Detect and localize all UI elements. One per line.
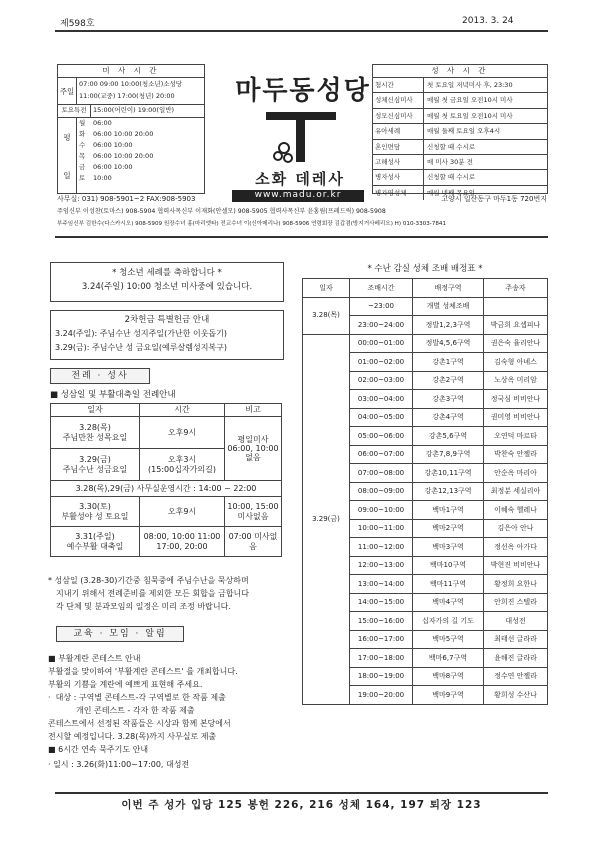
event-time: 오후9시 (140, 497, 225, 527)
issue-date: 2013. 3. 24 (462, 16, 514, 26)
event-row (51, 417, 282, 449)
event-name: 예수부활 대축일 (66, 541, 124, 551)
weekday-row (79, 151, 153, 162)
sunday-row (58, 78, 204, 105)
weekday-name: 금 (79, 163, 86, 171)
youth-notice-box (50, 262, 284, 302)
contest-line: 개인 콘테스트 - 각자 한 작품 제출 (48, 706, 195, 715)
event-time: 오후3시 (167, 455, 197, 465)
weekday-times-value: 06:00 10:00 (93, 163, 133, 171)
adoration-zone: 백마1구역 (413, 501, 484, 520)
cross-logo (262, 108, 342, 164)
sacrament-row (373, 170, 547, 185)
event-name: 주님수난 성금요일 (62, 464, 128, 474)
adoration-row (303, 334, 548, 353)
event-time-note: (15:00십자가의길) (148, 464, 216, 474)
special-offering-line2: 3.29(금): 주님수난 성 금요일(예루살렘성지복구) (55, 343, 227, 352)
adoration-row (303, 297, 548, 316)
sacrament-value: 신청할 때 수시로 (427, 173, 476, 182)
issue-number: 제598호 (60, 19, 95, 29)
sacrament-label: 성모신심미사 (373, 109, 424, 123)
adoration-leader: 박현진 비비안나 (484, 556, 548, 575)
adoration-time: 09:00~10:00 (350, 501, 413, 520)
adoration-time: 13:00~14:00 (350, 575, 413, 594)
footer-rule (55, 792, 548, 794)
adoration-leader: 황희성 수산나 (484, 686, 548, 705)
adoration-time: 01:00~02:00 (350, 353, 413, 372)
event-time: 08:00, 10:00 11:00 17:00, 20:00 (140, 527, 225, 557)
adoration-table (302, 278, 548, 705)
youth-notice-body: 3.24(주일) 10:00 청소년 미사중에 있습니다. (81, 282, 253, 292)
weekday-times (77, 118, 153, 194)
event-date: 3.31(주일) (75, 532, 115, 542)
adoration-time: 07:00~08:00 (350, 464, 413, 483)
adoration-time: 16:00~17:00 (350, 630, 413, 649)
adoration-time: 12:00~13:00 (350, 556, 413, 575)
contest-line: · 대상 : 구역별 콘테스트-각 구역별로 한 작품 제출 (48, 693, 226, 702)
saturday-label: 토요특전 (58, 105, 91, 117)
adoration-time: 23:00~24:00 (350, 316, 413, 335)
adoration-zone: 백마11구역 (413, 575, 484, 594)
adoration-zone: 백마6,7구역 (413, 649, 484, 668)
adoration-header-time: 조배시간 (350, 279, 413, 298)
weekday-row (79, 118, 153, 129)
events-header-date: 일자 (51, 404, 140, 417)
sacrament-row (373, 155, 547, 170)
adoration-zone: 강촌7,8,9구역 (413, 445, 484, 464)
hymn-footer: 이번 주 성가 입당 125 봉헌 226, 216 성체 164, 197 퇴장 123 (121, 799, 482, 811)
adoration-time: 17:00~18:00 (350, 649, 413, 668)
contact-block (57, 194, 547, 231)
weekday-name: 화 (79, 130, 86, 138)
adoration-leader: 오연덕 마르타 (484, 427, 548, 446)
sunday-line1: 07:00 09:00 10:00(청소년)소성당 (79, 80, 183, 88)
adoration-title: * 수난 감실 성체 조배 배정표 * (367, 264, 483, 274)
rosary-line: · 일시 : 3.26(화)11:00~17:00, 대성전 (48, 760, 190, 769)
adoration-leader: 윤해진 글라라 (484, 649, 548, 668)
weekday-label-1: 평 (63, 132, 71, 142)
adoration-zone: 백마8구역 (413, 667, 484, 686)
event-row (51, 527, 282, 557)
mass-times-title: 미 사 시 간 (58, 65, 204, 78)
saturday-row (58, 105, 204, 118)
adoration-leader: 김숙형 아녜스 (484, 353, 548, 372)
contest-lines (48, 665, 300, 743)
church-address: 고양시 일산동구 마두1동 720번지 (441, 195, 547, 203)
adoration-zone: 정발1,2,3구역 (413, 316, 484, 335)
office-phone: 사무실: 031) 908-5901~2 FAX:908-5903 (57, 195, 196, 203)
sacrament-times-title: 성 사 시 간 (373, 65, 547, 78)
adoration-time: 04:00~05:00 (350, 408, 413, 427)
church-subtitle: 소화 데레사 (255, 170, 345, 188)
sacrament-label: 유아세례 (373, 124, 424, 138)
silence-line1: * 성삼일 (3.28-30)기간중 침묵중에 주님수난을 묵상하며 (48, 576, 249, 585)
adoration-leader: 안희진 스텔라 (484, 593, 548, 612)
top-rule (55, 30, 548, 32)
weekday-times-value: 06:00 10:00 (93, 141, 133, 149)
event-name: 주님만찬 성목요일 (62, 432, 128, 442)
sacrament-row (373, 93, 547, 108)
adoration-zone: 강촌4구역 (413, 408, 484, 427)
adoration-leader: 황정희 요한나 (484, 575, 548, 594)
weekday-times-value: 06:00 10:00 20:00 (93, 152, 154, 160)
sacrament-rows (373, 78, 547, 200)
sacrament-label: 첨시간 (373, 78, 424, 92)
events-table (50, 403, 282, 557)
saturday-times: 15:00(어린이) 19:00(일반) (93, 106, 175, 114)
adoration-leader: 권미영 비비안나 (484, 408, 548, 427)
weekday-times-value: 06:00 10:00 20:00 (93, 130, 154, 138)
silence-line3: 각 단체 및 분과모임의 일정은 미리 조정 바랍니다. (56, 602, 231, 611)
adoration-leader: 정수연 안젤라 (484, 667, 548, 686)
adoration-zone: 강촌2구역 (413, 371, 484, 390)
adoration-time: 11:00~12:00 (350, 538, 413, 557)
adoration-leader: 정국심 비비안나 (484, 390, 548, 409)
sacrament-value: 매월 첫 토요일 오전10시 미사 (427, 111, 513, 120)
sacrament-times-box (372, 64, 548, 197)
adoration-time: 06:00~07:00 (350, 445, 413, 464)
contact-line3: 부주임신부 김한수(다스카시오) 908-5909 원장수녀 홍(마리엣타) 전교수녀 이(신아메리나) 908-5906 연령회장 김갑겸(방지거사베리오) H) 010-3303-7841 (57, 221, 447, 227)
adoration-zone: 백마10구역 (413, 556, 484, 575)
weekday-row (79, 129, 153, 140)
weekday-name: 목 (79, 152, 86, 160)
weekday-row (79, 162, 153, 173)
adoration-zone: 강촌12,13구역 (413, 482, 484, 501)
adoration-leader: 김은아 안나 (484, 519, 548, 538)
adoration-zone: 개별 성체조배 (413, 297, 484, 316)
adoration-leader: 권은숙 율리안나 (484, 334, 548, 353)
sacrament-label: 병자영성체 (373, 186, 424, 200)
youth-notice-title: * 청소년 세례를 축하합니다 * (112, 268, 222, 278)
sacrament-label: 성체신심미사 (373, 93, 424, 107)
adoration-time: 18:00~19:00 (350, 667, 413, 686)
sunday-times (77, 78, 182, 104)
office-hours: 3.28(목),29(금) 사무실운영시간 : 14:00 ~ 22:00 (51, 481, 282, 497)
sunday-line2: 11:00(교중) 17:00(청년) 20:00 (79, 92, 175, 100)
church-website[interactable]: www.madu.or.kr (232, 190, 364, 202)
adoration-time: 19:00~20:00 (350, 686, 413, 705)
easter-guide-title: ■ 성삼일 및 부활대축일 전례안내 (50, 390, 176, 400)
church-name: 마두동성당 (235, 76, 371, 106)
adoration-leader: 정선옥 아가다 (484, 538, 548, 557)
liturgy-heading: 전례 · 성사 (50, 368, 150, 384)
contact-line2: 주임신부 이성찬(토마스) 908-5904 협력사목신부 이재화(안셀모) 908-5905 협력사목신부 윤홍림(프레드릭) 908-5908 (57, 208, 386, 215)
special-offering-box (50, 310, 284, 360)
sacrament-value: 첫 토요일 저녁미사 후, 23:30 (427, 81, 513, 89)
sacrament-row (373, 78, 547, 93)
mass-times-box (57, 64, 205, 194)
adoration-zone: 강촌5,6구역 (413, 427, 484, 446)
adoration-header-date: 일자 (303, 279, 350, 298)
adoration-zone: 강촌3구역 (413, 390, 484, 409)
weekday-row (79, 140, 153, 151)
adoration-time: 14:00~15:00 (350, 593, 413, 612)
event-date: 3.30(토) (79, 502, 111, 512)
weekday-label-2: 일 (63, 170, 71, 180)
sacrament-value: 신청할 때 수시로 (427, 142, 476, 151)
event-time: 오후9시 (140, 417, 225, 449)
sunday-label: 주일 (58, 78, 77, 104)
sacrament-value: 매월 첫 금요일 오전10시 미사 (427, 96, 513, 105)
adoration-zone: 십자가의 길 기도 (413, 612, 484, 631)
adoration-time: ~23:00 (350, 297, 413, 316)
events-header-note: 비고 (225, 404, 282, 417)
weekday-times-value: 10:00 (93, 174, 112, 182)
adoration-leader: 노상옥 미리암 (484, 371, 548, 390)
contest-line: 전시할 예정입니다. 3.28(목)까지 사무실로 제출 (48, 732, 217, 741)
weekday-label (58, 118, 77, 194)
contest-line: 부활절을 맞이하여 '부활계란 콘테스트' 를 개최합니다. (48, 667, 238, 676)
cross-icon (262, 108, 342, 164)
silence-notice (48, 574, 293, 613)
adoration-header-leader: 주송자 (484, 279, 548, 298)
education-heading: 교육 · 모임 · 알림 (56, 626, 184, 642)
events-header-time: 시간 (140, 404, 225, 417)
adoration-time: 03:00~04:00 (350, 390, 413, 409)
contest-notice (48, 652, 300, 771)
sacrament-label: 혼인면담 (373, 140, 424, 154)
adoration-leader: 안순옥 마리아 (484, 464, 548, 483)
sacrament-value: 매 미사 30분 전 (427, 157, 473, 166)
header-rule (55, 236, 548, 238)
event-name: 부활성야 성 토요일 (61, 511, 129, 521)
weekday-name: 토 (79, 174, 86, 182)
weekday-block (58, 118, 204, 194)
adoration-date: 3.28(목) (303, 297, 350, 334)
weekday-name: 수 (79, 141, 86, 149)
adoration-zone: 정발4,5,6구역 (413, 334, 484, 353)
event-note: 10:00, 15:00 미사없음 (225, 497, 282, 527)
adoration-zone: 백마9구역 (413, 686, 484, 705)
adoration-time: 00:00~01:00 (350, 334, 413, 353)
contest-line: 부활의 기쁨을 계란에 예쁘게 표현해 주세요. (48, 680, 203, 689)
rosary-title: ■ 6시간 연속 묵주기도 안내 (48, 745, 149, 754)
adoration-zone: 백마4구역 (413, 593, 484, 612)
adoration-leader: 박찬숙 안젤라 (484, 445, 548, 464)
adoration-time: 08:00~09:00 (350, 482, 413, 501)
contest-title: ■ 부활계란 콘테스트 안내 (48, 654, 141, 663)
adoration-leader: 이혜숙 헬레나 (484, 501, 548, 520)
event-date: 3.29(금) (79, 455, 111, 465)
event-date: 3.28(목) (79, 423, 111, 433)
sacrament-row (373, 109, 547, 124)
adoration-time: 02:00~03:00 (350, 371, 413, 390)
weekday-row (79, 173, 153, 184)
adoration-zone: 백마2구역 (413, 519, 484, 538)
adoration-date: 3.29(금) (303, 334, 350, 704)
adoration-zone: 백마3구역 (413, 538, 484, 557)
adoration-zone: 강촌10,11구역 (413, 464, 484, 483)
adoration-time: 15:00~16:00 (350, 612, 413, 631)
adoration-header-zone: 배정구역 (413, 279, 484, 298)
special-offering-title: 2차헌금 특별헌금 안내 (124, 315, 210, 325)
sacrament-label: 병자성사 (373, 170, 424, 184)
adoration-time: 10:00~11:00 (350, 519, 413, 538)
event-row (51, 497, 282, 527)
contest-line: 콘테스트에서 선정된 작품들은 시상과 함께 본당에서 (48, 719, 231, 728)
adoration-zone: 강촌1구역 (413, 353, 484, 372)
sacrament-row (373, 140, 547, 155)
event-note: 07:00 미사없음 (225, 527, 282, 557)
adoration-time: 05:00~06:00 (350, 427, 413, 446)
weekday-times-value: 06:00 (93, 119, 112, 127)
sacrament-value: 매월 넷째 목요일 (427, 188, 476, 197)
adoration-leader: 최정분 세실리아 (484, 482, 548, 501)
sacrament-label: 고해성사 (373, 155, 424, 169)
adoration-leader: 박금희 요셉피나 (484, 316, 548, 335)
adoration-leader: 최태선 글라라 (484, 630, 548, 649)
sacrament-value: 매월 둘째 토요일 오후4시 (427, 127, 501, 136)
special-offering-line1: 3.24(주일): 주님수난 성지주일(가난한 이웃돕기) (55, 329, 227, 338)
adoration-leader: 대성전 (484, 612, 548, 631)
adoration-leader (484, 297, 548, 316)
weekday-mass-note: 평일미사 06:00, 10:00 없음 (225, 417, 282, 481)
weekday-name: 월 (79, 119, 86, 127)
silence-line2: 지내기 위해서 전례준비를 제외한 모든 회합을 금합니다 (56, 589, 249, 598)
adoration-zone: 백마5구역 (413, 630, 484, 649)
sacrament-row (373, 124, 547, 139)
